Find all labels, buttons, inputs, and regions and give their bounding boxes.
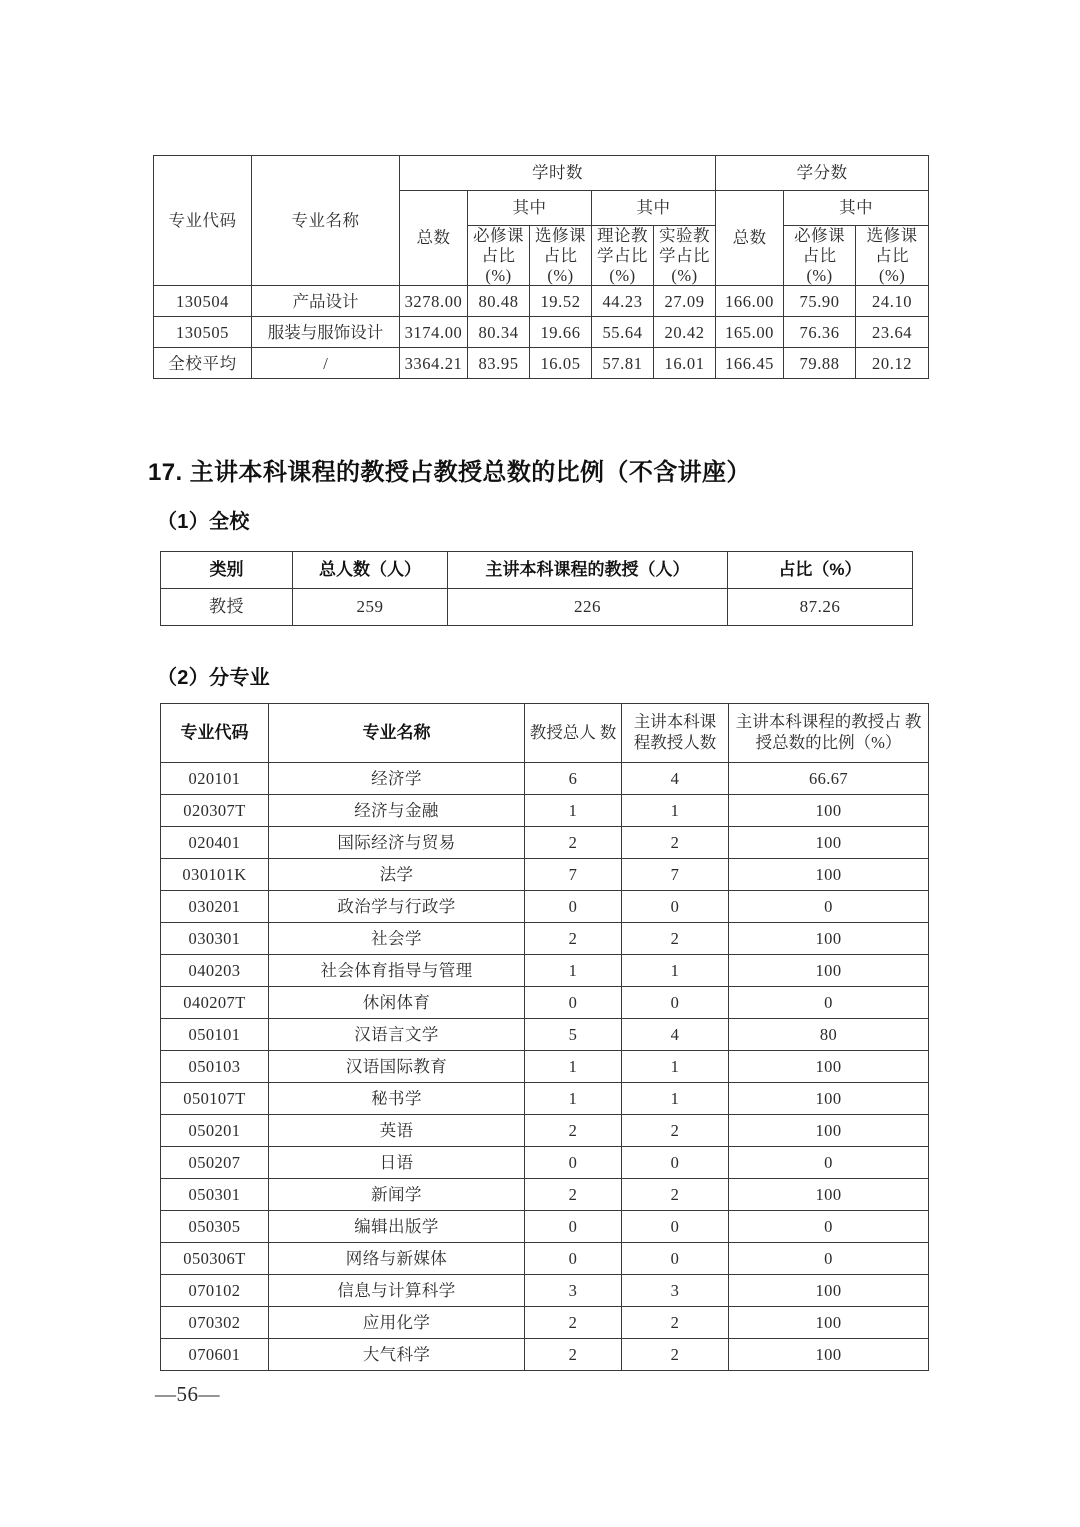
cell-major-code: 020401 [161, 827, 269, 859]
cell-major-code: 040207T [161, 987, 269, 1019]
cell-lecturing-professors: 0 [622, 891, 729, 923]
header-hours-among-which: 其中 [468, 191, 592, 226]
cell-lecturing-professors: 2 [622, 827, 729, 859]
table-row [161, 987, 929, 1019]
header-line-3: (%) [671, 265, 698, 285]
cell-hours-experiment-pct: 20.42 [654, 317, 716, 348]
cell-credits-elective-pct: 20.12 [856, 348, 929, 379]
cell-ratio: 66.67 [729, 763, 929, 795]
table-row [161, 1115, 929, 1147]
cell-ratio: 100 [729, 859, 929, 891]
cell-lecturing-professors: 1 [622, 955, 729, 987]
cell-lecturing-professors: 3 [622, 1275, 729, 1307]
cell-major-name: 经济与金融 [269, 795, 525, 827]
cell-total-professors: 2 [525, 1115, 622, 1147]
header-hours-among-which-2: 其中 [592, 191, 716, 226]
cell-credits-required-pct: 76.36 [784, 317, 856, 348]
cell-major-code: 050305 [161, 1211, 269, 1243]
cell-major-code: 050207 [161, 1147, 269, 1179]
cell-lecturing-professors: 2 [622, 1307, 729, 1339]
cell-credits-total: 165.00 [716, 317, 784, 348]
table-row [161, 1147, 929, 1179]
cell-major-name: 日语 [269, 1147, 525, 1179]
header-line-3: (%) [806, 265, 833, 285]
cell-ratio: 0 [729, 891, 929, 923]
header-line-2: 数 [599, 722, 617, 742]
cell-total-professors: 2 [525, 827, 622, 859]
cell-hours-theory-pct: 55.64 [592, 317, 654, 348]
header-lecturing-professors: 主讲本科课程的教授（人） [448, 552, 728, 589]
cell-credits-elective-pct: 23.64 [856, 317, 929, 348]
header-line-3: (%) [485, 265, 512, 285]
header-line-3: (%) [609, 265, 636, 285]
cell-lecturing-professors: 0 [622, 1211, 729, 1243]
cell-lecturing-professors: 4 [622, 1019, 729, 1051]
cell-hours-total: 3364.21 [400, 348, 468, 379]
header-major-name: 专业名称 [252, 156, 400, 286]
header-line-2: 学占比 [659, 245, 711, 265]
cell-lecturing-professors: 1 [622, 795, 729, 827]
table-row-average [154, 348, 929, 379]
header-line-2: 占比 [543, 245, 578, 265]
cell-hours-theory-pct: 57.81 [592, 348, 654, 379]
header-total-professors [525, 704, 622, 763]
cell-lecturing-professors: 2 [622, 1339, 729, 1371]
hours-credits-table [153, 155, 929, 379]
cell-ratio: 0 [729, 1211, 929, 1243]
table-row [161, 763, 929, 795]
cell-ratio: 80 [729, 1019, 929, 1051]
header-lecturing-professors [622, 704, 729, 763]
cell-ratio: 0 [729, 1243, 929, 1275]
cell-total-professors: 6 [525, 763, 622, 795]
cell-total-professors: 2 [525, 1307, 622, 1339]
cell-ratio: 100 [729, 923, 929, 955]
cell-total-professors: 0 [525, 1147, 622, 1179]
table-row [161, 1179, 929, 1211]
cell-lecturing-professors: 7 [622, 859, 729, 891]
header-major-code: 专业代码 [154, 156, 252, 286]
header-experiment-teaching-ratio [654, 226, 716, 286]
hours-credits-table-container [153, 155, 928, 379]
cell-major-name: 秘书学 [269, 1083, 525, 1115]
header-ratio: 占比（%） [728, 552, 913, 589]
cell-major-code: 130505 [154, 317, 252, 348]
cell-total-professors: 2 [525, 923, 622, 955]
cell-credits-required-pct: 79.88 [784, 348, 856, 379]
header-hours-required-ratio [468, 226, 530, 286]
cell-major-name: 汉语国际教育 [269, 1051, 525, 1083]
header-hours-total: 总数 [400, 191, 468, 286]
cell-hours-elective-pct: 19.52 [530, 286, 592, 317]
cell-major-code: 020101 [161, 763, 269, 795]
header-line-2: 占比 [802, 245, 837, 265]
cell-total-professors: 1 [525, 1051, 622, 1083]
table-row [154, 317, 929, 348]
by-major-professors-table [160, 703, 929, 1371]
table-row [161, 1019, 929, 1051]
cell-major-name: 新闻学 [269, 1179, 525, 1211]
cell-major-code: 070601 [161, 1339, 269, 1371]
header-line-1: 选修课 [535, 226, 586, 245]
cell-major-code: 050107T [161, 1083, 269, 1115]
header-line-1: 理论教 [597, 226, 648, 245]
cell-ratio: 100 [729, 1051, 929, 1083]
cell-lecturing-professors: 0 [622, 1147, 729, 1179]
header-credits-elective-ratio [856, 226, 929, 286]
school-wide-professors-table [160, 551, 913, 626]
table-row [161, 1339, 929, 1371]
header-credits-total: 总数 [716, 191, 784, 286]
cell-major-name: 法学 [269, 859, 525, 891]
cell-major-code: 040203 [161, 955, 269, 987]
cell-lecturing-professors: 0 [622, 1243, 729, 1275]
cell-ratio: 100 [729, 795, 929, 827]
table-row [161, 859, 929, 891]
cell-credits-required-pct: 75.90 [784, 286, 856, 317]
cell-credits-elective-pct: 24.10 [856, 286, 929, 317]
header-line-1: 主讲本科课 [633, 712, 717, 732]
table-row [161, 891, 929, 923]
cell-total-professors: 1 [525, 955, 622, 987]
cell-major-code: 全校平均 [154, 348, 252, 379]
cell-total-professors: 2 [525, 1339, 622, 1371]
cell-major-name: 休闲体育 [269, 987, 525, 1019]
cell-hours-elective-pct: 16.05 [530, 348, 592, 379]
cell-total-professors: 0 [525, 1211, 622, 1243]
header-line-2: 教授总数的比例（%） [755, 712, 922, 752]
header-hours-group: 学时数 [400, 156, 716, 191]
cell-hours-total: 3174.00 [400, 317, 468, 348]
cell-ratio: 87.26 [728, 589, 913, 626]
cell-lecturing-professors: 2 [622, 1179, 729, 1211]
cell-major-code: 050101 [161, 1019, 269, 1051]
cell-total-people: 259 [293, 589, 448, 626]
cell-ratio: 0 [729, 987, 929, 1019]
cell-major-name: 社会学 [269, 923, 525, 955]
header-line-3: (%) [878, 265, 906, 285]
cell-total-professors: 7 [525, 859, 622, 891]
cell-major-name: 社会体育指导与管理 [269, 955, 525, 987]
cell-major-code: 030201 [161, 891, 269, 923]
cell-major-name: 大气科学 [269, 1339, 525, 1371]
cell-ratio: 0 [729, 1147, 929, 1179]
header-line-2: 占比 [481, 245, 516, 265]
table-row [161, 1275, 929, 1307]
cell-major-code: 030101K [161, 859, 269, 891]
cell-total-professors: 1 [525, 795, 622, 827]
cell-lecturing-professors: 0 [622, 987, 729, 1019]
cell-major-name: 政治学与行政学 [269, 891, 525, 923]
header-line-1: 主讲本科课程的教授占 [735, 712, 901, 732]
cell-major-name: 网络与新媒体 [269, 1243, 525, 1275]
cell-total-professors: 0 [525, 891, 622, 923]
table-row [161, 1307, 929, 1339]
cell-major-name: 英语 [269, 1115, 525, 1147]
cell-total-professors: 0 [525, 987, 622, 1019]
page-number: —56— [155, 1382, 220, 1406]
cell-major-name: 经济学 [269, 763, 525, 795]
table-row [161, 923, 929, 955]
table-row [161, 1051, 929, 1083]
cell-total-professors: 5 [525, 1019, 622, 1051]
table-row [161, 795, 929, 827]
cell-category: 教授 [161, 589, 293, 626]
cell-hours-theory-pct: 44.23 [592, 286, 654, 317]
cell-total-professors: 2 [525, 1179, 622, 1211]
table-row [161, 955, 929, 987]
header-line-2: 程教授人数 [633, 733, 717, 752]
cell-hours-elective-pct: 19.66 [530, 317, 592, 348]
cell-ratio: 100 [729, 827, 929, 859]
cell-ratio: 100 [729, 1339, 929, 1371]
cell-ratio: 100 [729, 1275, 929, 1307]
cell-major-code: 130504 [154, 286, 252, 317]
cell-credits-total: 166.45 [716, 348, 784, 379]
cell-major-code: 050201 [161, 1115, 269, 1147]
cell-hours-required-pct: 80.48 [468, 286, 530, 317]
cell-hours-required-pct: 80.34 [468, 317, 530, 348]
cell-lecturing-professors: 226 [448, 589, 728, 626]
header-line-1: 实验教 [659, 226, 711, 245]
cell-hours-experiment-pct: 27.09 [654, 286, 716, 317]
cell-ratio: 100 [729, 1179, 929, 1211]
cell-major-code: 030301 [161, 923, 269, 955]
cell-lecturing-professors: 4 [622, 763, 729, 795]
cell-ratio: 100 [729, 955, 929, 987]
header-line-1: 必修课 [473, 226, 524, 245]
cell-major-name: 国际经济与贸易 [269, 827, 525, 859]
cell-lecturing-professors: 1 [622, 1083, 729, 1115]
table-row [161, 1243, 929, 1275]
header-major-code: 专业代码 [161, 704, 269, 763]
subsection-heading-by-major: （2）分专业 [157, 667, 270, 689]
cell-lecturing-professors: 2 [622, 1115, 729, 1147]
table-row [161, 1083, 929, 1115]
cell-major-name: 信息与计算科学 [269, 1275, 525, 1307]
cell-total-professors: 1 [525, 1083, 622, 1115]
header-line-2: 学占比 [597, 245, 648, 265]
cell-total-professors: 3 [525, 1275, 622, 1307]
school-wide-table-container [160, 551, 912, 626]
cell-major-code: 070102 [161, 1275, 269, 1307]
header-line-2: 占比 [875, 245, 910, 265]
cell-major-name: 产品设计 [252, 286, 400, 317]
header-line-1: 教授总人 [529, 722, 596, 742]
header-category: 类别 [161, 552, 293, 589]
cell-major-name: 应用化学 [269, 1307, 525, 1339]
cell-credits-total: 166.00 [716, 286, 784, 317]
cell-major-name: 服装与服饰设计 [252, 317, 400, 348]
header-credits-among-which: 其中 [784, 191, 929, 226]
header-line-3: (%) [547, 265, 574, 285]
header-credits-group: 学分数 [716, 156, 929, 191]
header-line-1: 选修课 [866, 226, 918, 245]
cell-hours-experiment-pct: 16.01 [654, 348, 716, 379]
header-line-1: 必修课 [794, 226, 846, 245]
header-ratio [729, 704, 929, 763]
section-heading-17: 17. 主讲本科课程的教授占教授总数的比例（不含讲座） [148, 459, 751, 486]
cell-total-professors: 0 [525, 1243, 622, 1275]
cell-major-name: 汉语言文学 [269, 1019, 525, 1051]
cell-ratio: 100 [729, 1115, 929, 1147]
table-row [161, 1211, 929, 1243]
header-theory-teaching-ratio [592, 226, 654, 286]
table-row [161, 827, 929, 859]
header-total-people: 总人数（人） [293, 552, 448, 589]
by-major-table-container [160, 703, 928, 1371]
cell-major-code: 050103 [161, 1051, 269, 1083]
cell-major-code: 070302 [161, 1307, 269, 1339]
header-hours-elective-ratio [530, 226, 592, 286]
cell-major-name: 编辑出版学 [269, 1211, 525, 1243]
header-major-name: 专业名称 [269, 704, 525, 763]
cell-major-name: / [252, 348, 400, 379]
cell-hours-required-pct: 83.95 [468, 348, 530, 379]
cell-major-code: 050306T [161, 1243, 269, 1275]
table-row [154, 286, 929, 317]
table-row [161, 589, 913, 626]
subsection-heading-school-wide: （1）全校 [157, 511, 250, 533]
cell-ratio: 100 [729, 1307, 929, 1339]
cell-ratio: 100 [729, 1083, 929, 1115]
cell-major-code: 050301 [161, 1179, 269, 1211]
header-credits-required-ratio [784, 226, 856, 286]
cell-lecturing-professors: 1 [622, 1051, 729, 1083]
cell-hours-total: 3278.00 [400, 286, 468, 317]
cell-lecturing-professors: 2 [622, 923, 729, 955]
cell-major-code: 020307T [161, 795, 269, 827]
